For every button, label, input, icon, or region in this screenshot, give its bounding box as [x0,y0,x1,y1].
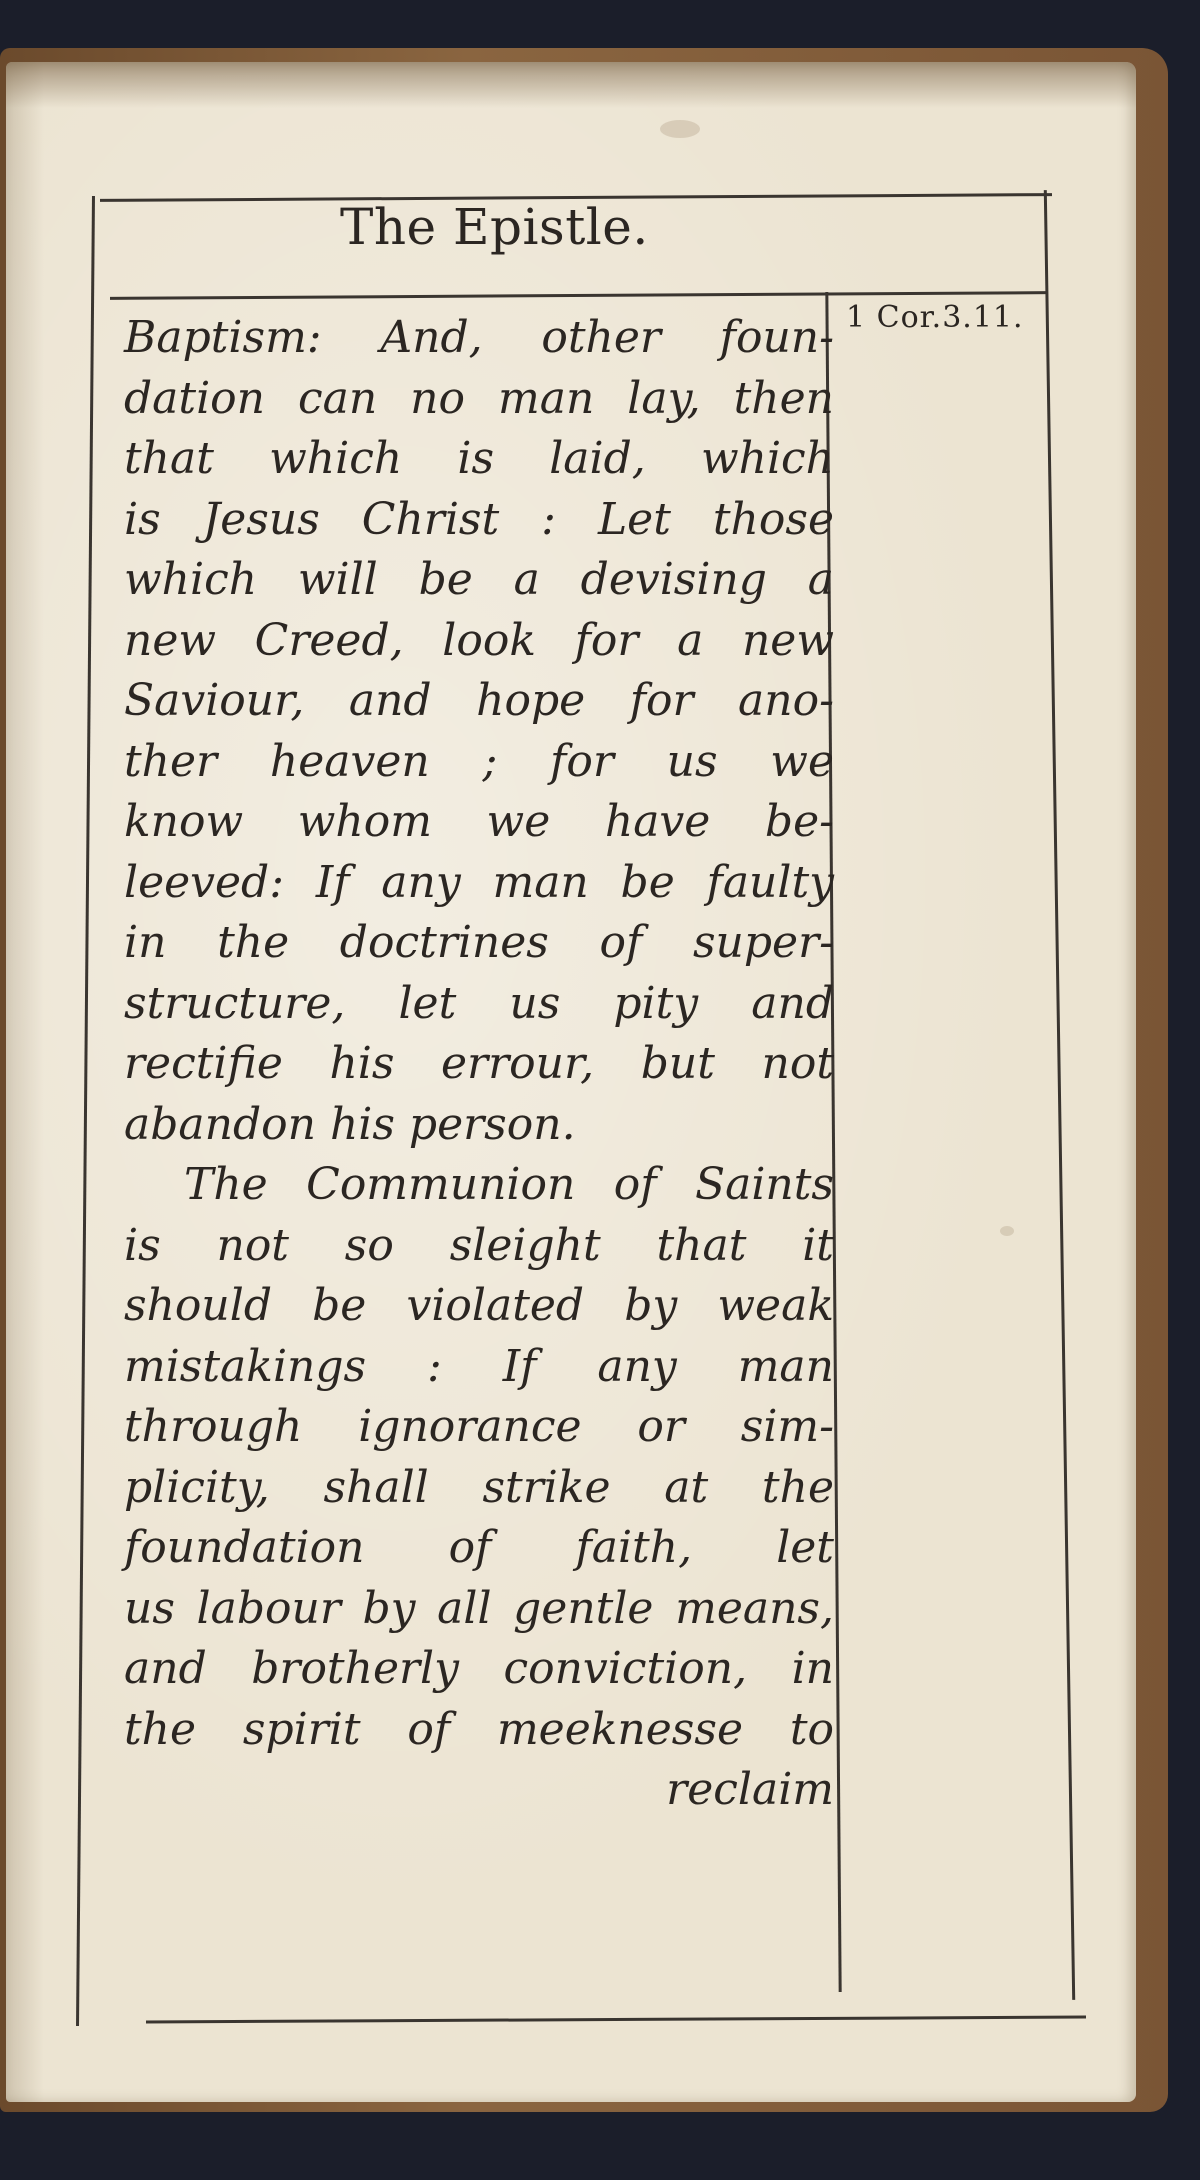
text-line: know whom we have be- [124,796,834,847]
text-line: Baptism: And, other foun- [124,312,834,363]
text-line: that which is laid, which [124,433,834,484]
text-line: should be violated by weak [124,1280,834,1331]
catchword: reclaim [666,1764,834,1815]
paper-stain [660,120,700,138]
text-line: rectifie his errour, but not [124,1038,834,1089]
text-line: dation can no man lay, then [124,372,834,424]
text-line: mistakings : If any man [124,1340,834,1392]
text-line: through ignorance or sim- [124,1401,834,1452]
margin-note: 1 Cor.3.11. [846,300,1024,335]
text-line: new Creed, look for a new [124,614,834,666]
paper-stain [1000,1226,1014,1236]
text-line: abandon his person. [124,1098,576,1150]
text-line: structure, let us pity and [124,977,834,1029]
text-line: foundation of faith, let [124,1522,834,1573]
text-line: The Communion of Saints [184,1159,834,1210]
text-line: which will be a devising a [124,554,834,605]
text-line: is not so sleight that it [124,1219,834,1271]
text-line: the spirit of meeknesse to [124,1703,834,1755]
text-line: leeved: If any man be faulty [124,856,834,908]
text-line: Saviour, and hope for ano- [124,675,834,726]
text-line: and brotherly conviction, in [124,1643,834,1694]
running-head: The Epistle. [340,198,649,256]
text-line: in the doctrines of super- [124,917,834,968]
text-line: plicity, shall strike at the [124,1461,834,1513]
epistle-text [124,308,834,1821]
text-line: ther heaven ; for us we [124,735,834,787]
text-line: is Jesus Christ : Let those [124,493,834,545]
page-top-shadow [6,62,1136,108]
text-line: us labour by all gentle means, [124,1582,834,1634]
